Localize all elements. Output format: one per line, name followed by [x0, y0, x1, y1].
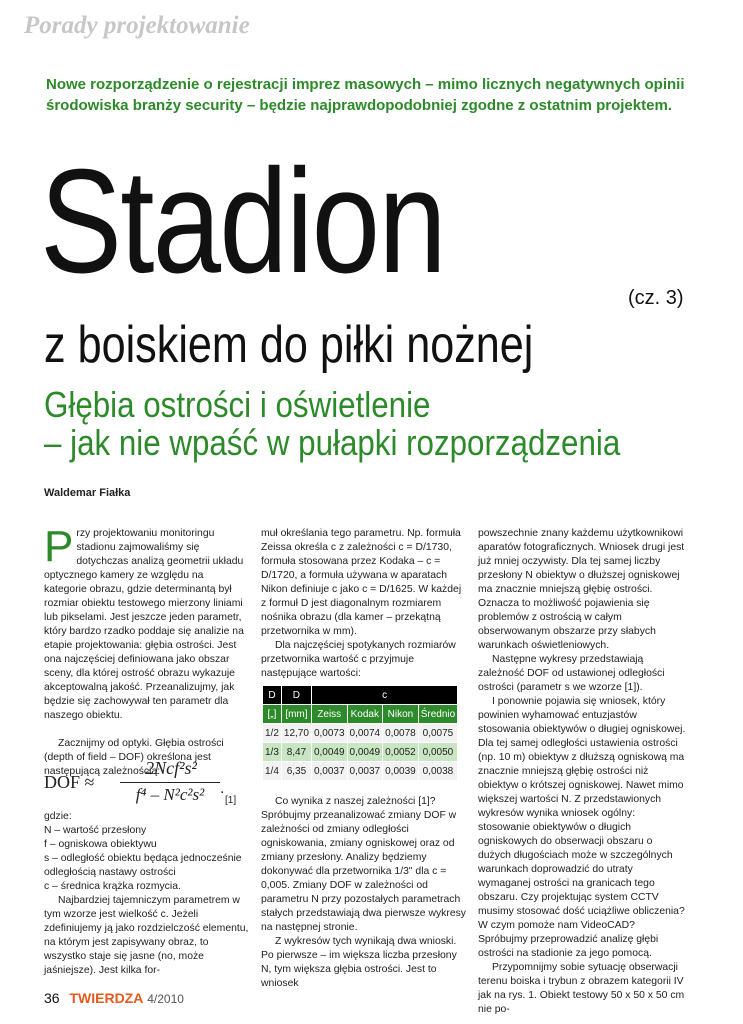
definition-item: s – odległość obiektu będąca jednocześnie odległością nastawy ostrości	[44, 853, 242, 878]
magazine-brand: TWIERDZA	[69, 990, 144, 1006]
formula-numerator: 2Ncf²s²	[145, 758, 197, 778]
part-number: (cz. 3)	[628, 287, 684, 309]
gdzie-label: gdzie:	[44, 811, 72, 822]
subheading-line-1: Głębia ostrości i oświetlenie	[44, 384, 431, 425]
table-header-cell: c	[311, 686, 457, 705]
table-cell: 1/4	[263, 762, 282, 781]
column-2-bottom	[261, 795, 466, 991]
col2-paragraph-1: muł określania tego parametru. Np. formuła Zeissa określa c z zależności c = D/1730, formuła stosowana przez Kodaka – c = D/1720, a formuła używana w aparatach Nikon definiuje c jako c = D/1625. W każdej z formuł D jest diagonalnym rozmiarem nośnika obrazu (dla kamer – przekątną przetwornika w mm).	[261, 528, 462, 637]
col2-paragraph-4: Z wykresów tych wynikają dwa wnioski. Po pierwsze – im większa liczba przesłony N, tym większa głębia ostrości. Jest to wniosek	[261, 936, 457, 989]
table-cell: 0,0039	[383, 762, 419, 781]
table-row	[263, 743, 458, 762]
page-number: 36	[44, 990, 60, 1006]
lead-paragraph: Nowe rozporządzenie o rejestracji imprez masowych – mimo licznych negatywnych opinii środowiska branży security – będzie najprawdopodobniej zgodne z ostatnim projektem.	[46, 76, 685, 114]
table-header-cell: D	[281, 686, 311, 705]
table-cell: 0,0037	[311, 762, 347, 781]
table-subheader-cell: Nikon	[383, 705, 419, 724]
col3-paragraph-4: Przypomnijmy sobie sytuację obserwacji terenu boiska i trybun z obrazem kategorii IV jak na rys. 1. Obiekt testowy 50 x 50 x 50 cm nie po-	[478, 962, 685, 1015]
definition-item: c – średnica krążka rozmycia.	[44, 881, 181, 892]
section-header: Porady projektowanie	[24, 12, 250, 39]
formula-dot: .	[220, 780, 225, 797]
column-2-top	[261, 527, 466, 681]
article-subtitle: z boiskiem do piłki nożnej	[44, 316, 534, 374]
table-cell: 12,70	[281, 724, 311, 743]
table-subheader-cell: Średnio	[418, 705, 457, 724]
table-subheader-cell: Kodak	[347, 705, 383, 724]
col3-paragraph-1: powszechnie znany każdemu użytkownikowi aparatów fotograficznych. Wniosek drugi jest już mniej oczywisty. Dla tej samej liczby przesłony N obiektyw o dłuższej ogniskowej ma znacznie mniejszą głębię ostrości. Oznacza to możliwość pojawienia się problemów z ostrością w całym obserwowanym obszarze przy słabych warunkach oświetleniowych.	[478, 528, 685, 651]
subheading-line-2: – jak nie wpaść w pułapki rozporządzenia	[44, 422, 621, 463]
table-cell: 8,47	[281, 743, 311, 762]
table-cell: 0,0037	[347, 762, 383, 781]
column-1-top	[44, 522, 249, 779]
column-3	[478, 527, 686, 1017]
col3-paragraph-3: I ponownie pojawia się wniosek, który powinien wyhamować entuzjastów stosowania obiektywów o długiej ogniskowej. Dla tej samej odległości ustawienia ostrości (np. 10 m) obiektyw z dłuższą ogniskową ma znacznie mniejszą głębię ostrości niż obiektyw o krótszej ogniskowej. Nawet mimo większej wartości N. Z przedstawionych wykresów wynika wniosek ogólny: stosowanie obiektywów o długich ogniskowych do obserwacji obszaru o dużych długościach może w szczególnych warunkach doprowadzić do utraty wymaganej ostrości na granicach tego obszaru. Czy projektując system CCTV musimy stosować dość uciążliwe obliczenia? W czym pomoże nam VideoCAD? Spróbujmy przeprowadzić analizę głębi ostrości na stadionie za jego pomocą.	[478, 696, 686, 959]
table-cell: 0,0049	[311, 743, 347, 762]
issue-number: 4/2010	[147, 992, 184, 1006]
article-subheading	[44, 386, 620, 462]
definition-item: f – ogniskowa obiektywu	[44, 839, 157, 850]
col1-paragraph-1: rzy projektowaniu monitoringu stadionu zajmowaliśmy się dotychczas analizą geometrii układu optycznego kamery ze względu na kategorie obrazu, gdzie determinantą był rozmiar obiektu testowego mierzony liniami lub pikselami. Jest jeszcze jeden parametr, który bardzo rzadko poddaje się analizie na etapie projektowania: głębia ostrości. Jest ona najczęściej definiowana jako obszar sceny, dla której ostrość obrazu wykazuje akceptowalną jakość. Przeanalizujmy, jak będzie się zachowywał ten parametr dla naszego obiektu.	[44, 528, 244, 721]
col2-paragraph-3: Co wynika z naszej zależności [1]? Spróbujmy przeanalizować zmiany DOF w zależności od zmiany odległości ogniskowania, zmiany ogniskowej oraz od zmiany przesłony. Analizy będziemy dokonywać dla przetwornika 1/3" dla c = 0,005. Zmiany DOF w zależności od parametru N przy pozostałych parametrach stałych przedstawiają dwa pierwsze wykresy na następnej stronie.	[261, 796, 467, 933]
table-cell: 0,0049	[347, 743, 383, 762]
col1-paragraph-3: Najbardziej tajemniczym parametrem w tym wzorze jest wielkość c. Jeżeli zdefiniujemy ją jako rozdzielczość elementu, na którym jest zapisywany obraz, to wszystko staje się jasne (no, może jaśniejsze). Jest kilka for-	[44, 895, 249, 976]
definition-item: N – wartość przesłony	[44, 825, 147, 836]
formula-denominator: f⁴ – N²c²s²	[135, 785, 205, 804]
formula-lhs: DOF ≈	[44, 772, 95, 792]
table-subheader-cell: Zeiss	[311, 705, 347, 724]
table-cell: 1/2	[263, 724, 282, 743]
table-cell: 0,0073	[311, 724, 347, 743]
col3-paragraph-2: Następne wykresy przedstawiają zależność DOF od ustawionej odległości ostrości (parametr s we wzorze [1]).	[478, 654, 665, 693]
table-cell: 0,0038	[418, 762, 457, 781]
page-footer	[44, 990, 184, 1006]
drop-cap: P	[44, 522, 74, 571]
article-title: Stadion	[40, 139, 446, 304]
col1-paragraph-2: Zacznijmy od optyki. Głębia ostrości (depth of field – DOF) określona jest następującą zależnością:	[44, 738, 224, 777]
table-header-cell: D	[263, 686, 282, 705]
table-cell: 0,0050	[418, 743, 457, 762]
col2-paragraph-2: Dla najczęściej spotykanych rozmiarów przetwornika wartość c przyjmuje następujące wartości:	[261, 640, 456, 679]
column-1-bottom	[44, 810, 249, 978]
table-subheader-cell: [mm]	[281, 705, 311, 724]
table-row	[263, 724, 458, 743]
formula-reference: [1]	[225, 795, 237, 806]
formula-fraction-bar	[120, 782, 220, 783]
table-cell: 0,0075	[418, 724, 457, 743]
table-cell: 0,0052	[383, 743, 419, 762]
table-cell: 0,0078	[383, 724, 419, 743]
table-row	[263, 762, 458, 781]
table-cell: 0,0074	[347, 724, 383, 743]
dof-formula	[44, 758, 254, 808]
table-cell: 1/3	[263, 743, 282, 762]
sensor-table	[262, 685, 458, 781]
table-cell: 6,35	[281, 762, 311, 781]
author-name: Waldemar Fiałka	[44, 487, 131, 499]
table-subheader-cell: [„]	[263, 705, 282, 724]
